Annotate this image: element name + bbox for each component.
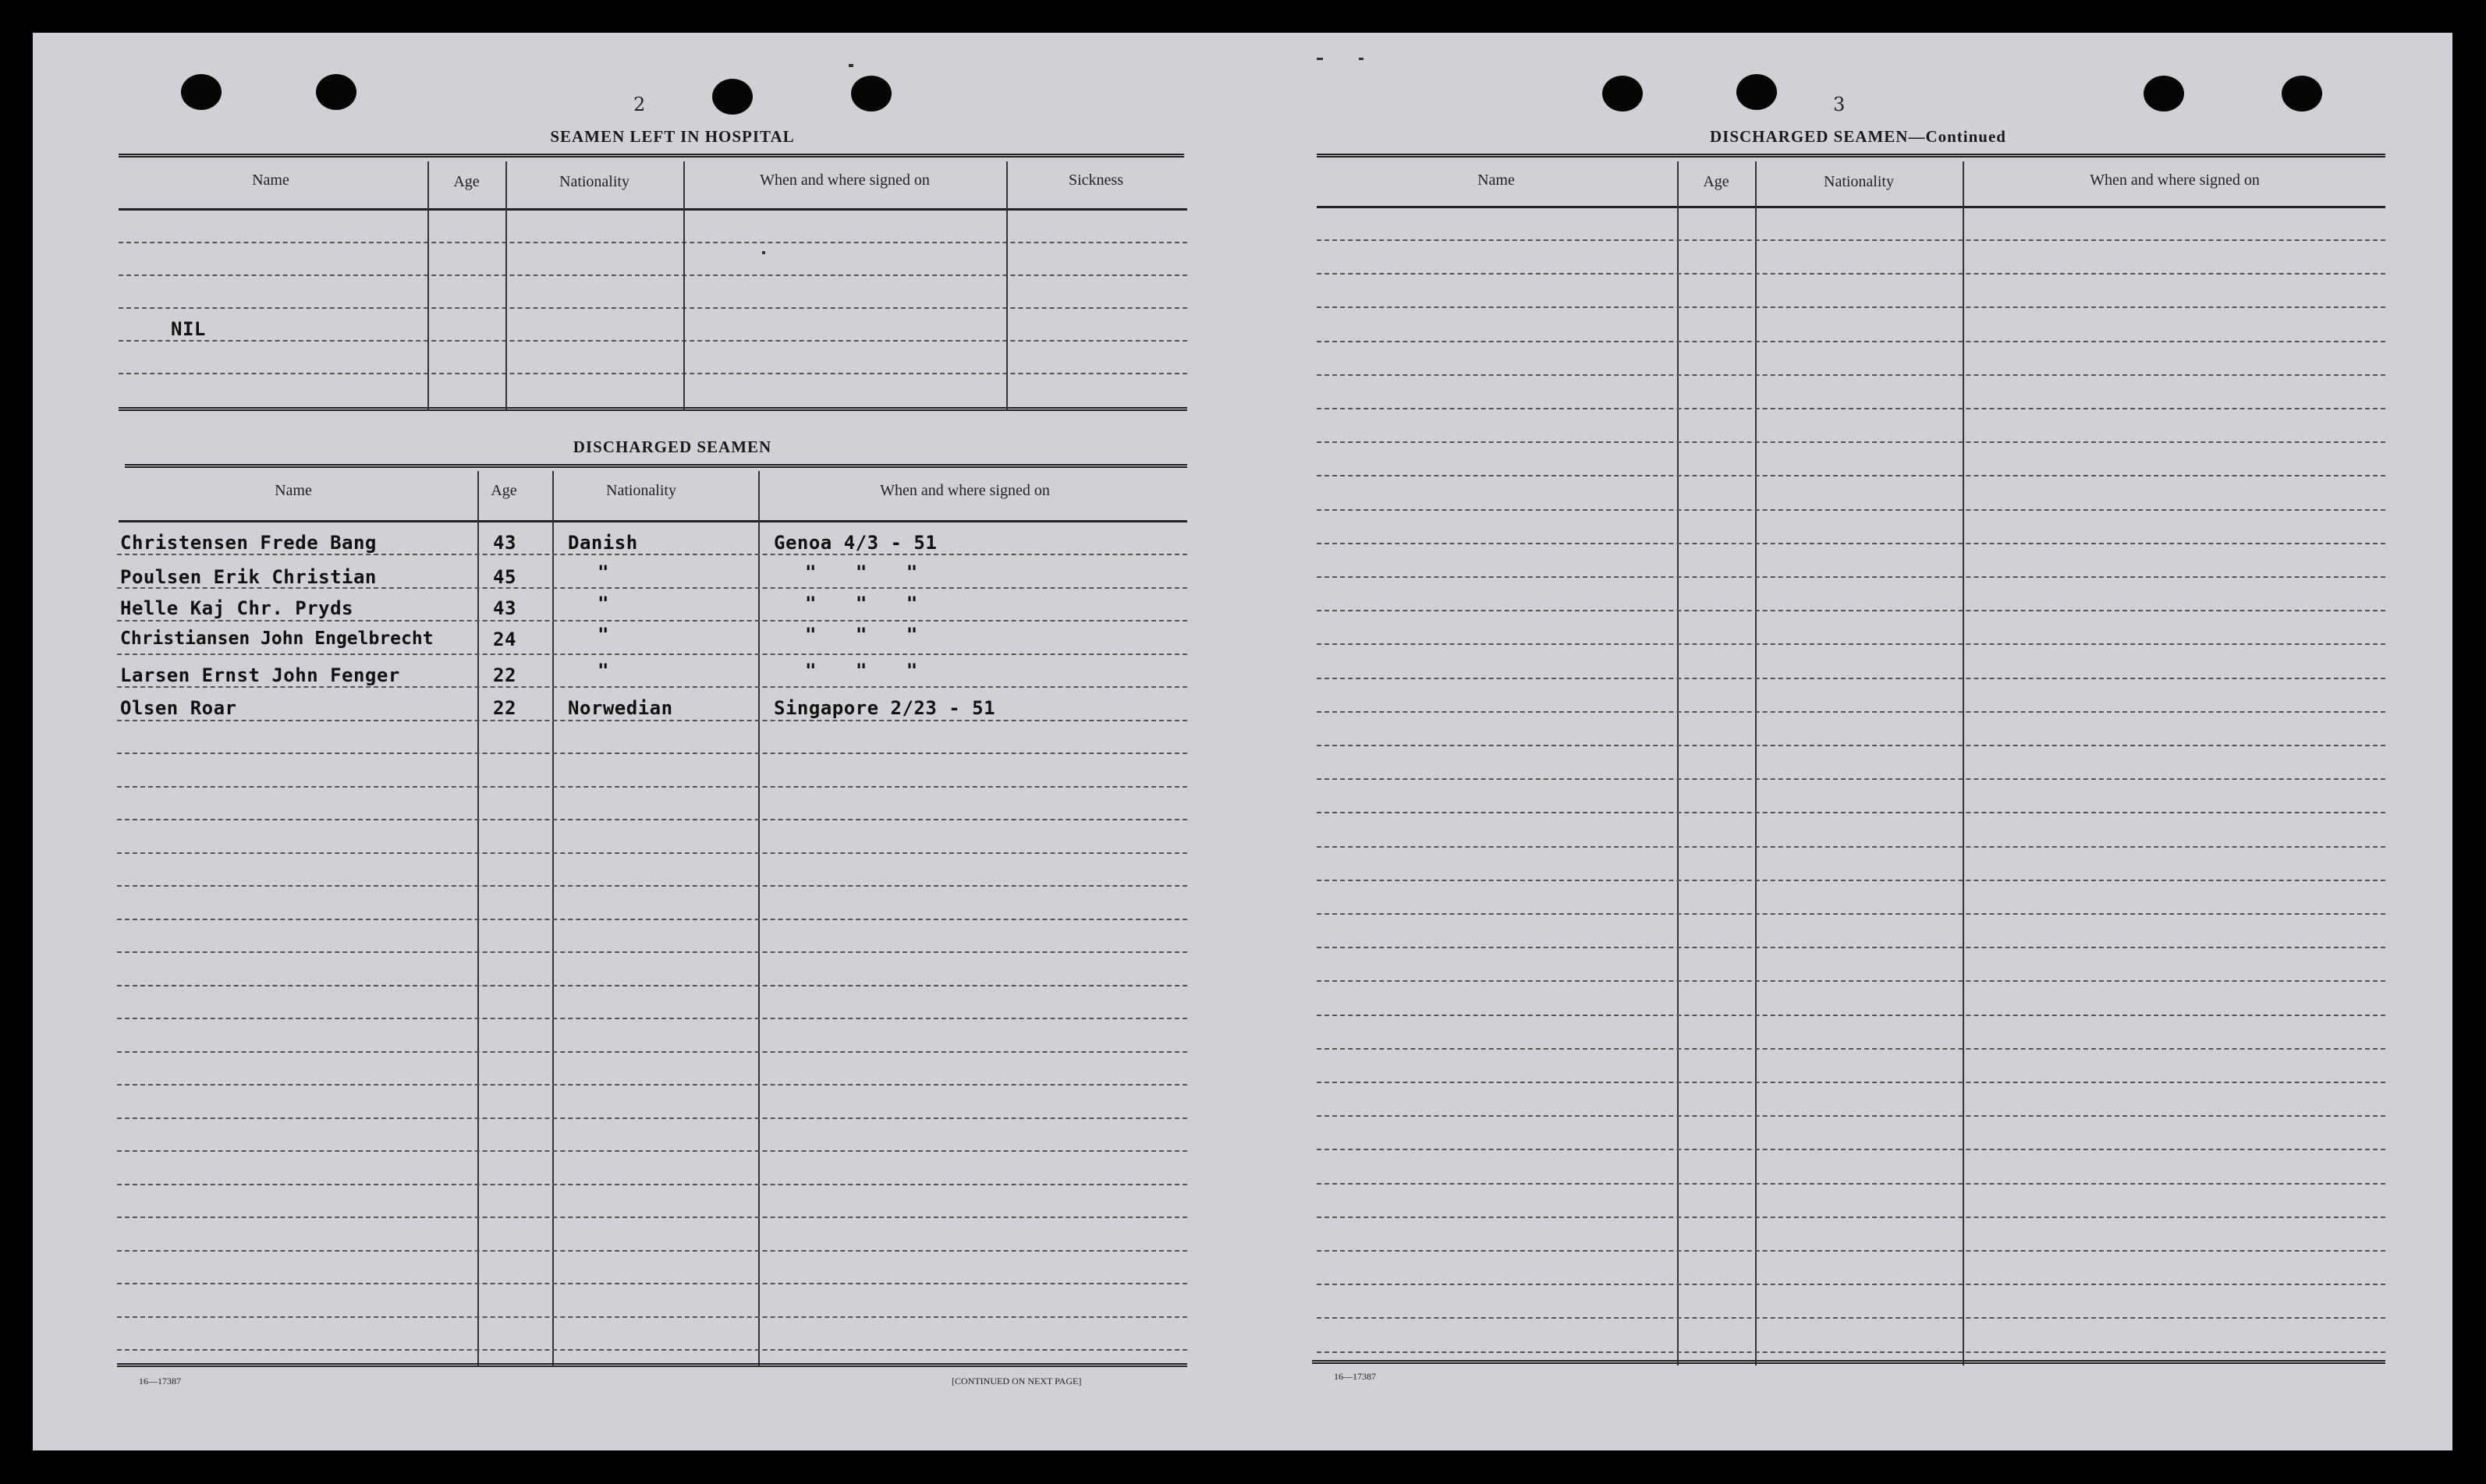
ditto-mark: " [598,660,609,682]
dashed-row-line [1317,1082,2385,1083]
dashed-row-line [1317,947,2385,948]
seaman-name: Poulsen Erik Christian [120,566,377,588]
dashed-row-line [119,242,1187,243]
dashed-row-line [117,819,1187,820]
col-divider [505,161,507,409]
seaman-signed-on: Genoa 4/3 - 51 [774,532,938,554]
dashed-row-line [117,852,1187,854]
hospital-section-title: SEAMEN LEFT IN HOSPITAL [550,127,795,146]
col-header-age: Age [1703,173,1729,190]
dashed-row-line [117,1084,1187,1086]
discharged-continued-title: DISCHARGED SEAMEN—Continued [1710,127,2006,146]
seaman-name: Larsen Ernst John Fenger [120,664,400,686]
dashed-row-line [1317,1048,2385,1050]
col-header-sickness: Sickness [1069,172,1123,189]
ditto-marks: " " " [805,561,932,583]
col-header-name: Name [252,172,289,189]
dashed-row-line [1317,1015,2385,1016]
page-bottom-rule [1312,1360,2385,1364]
dashed-row-line [117,1051,1187,1053]
dashed-row-line [1317,341,2385,342]
seaman-age: 45 [493,566,516,588]
ditto-mark: " [598,561,609,583]
dashed-row-line [117,1217,1187,1218]
dashed-row-line [117,1184,1187,1185]
col-header-nationality: Nationality [1824,173,1894,190]
scan-speck [762,251,765,254]
ditto-mark: " [598,624,609,646]
form-number: 16—17387 [1334,1371,1376,1382]
col-divider [427,161,429,409]
dashed-row-line [1317,239,2385,241]
punch-hole [2144,76,2184,112]
seaman-age: 43 [493,597,516,619]
continued-note: [CONTINUED ON NEXT PAGE] [952,1376,1082,1387]
section-bottom-rule [119,407,1187,411]
dashed-row-line [1317,745,2385,746]
header-rule [119,208,1187,211]
dashed-row-line [119,340,1187,342]
col-header-nationality: Nationality [559,173,629,190]
dashed-row-line [1317,980,2385,982]
form-number: 16—17387 [139,1376,181,1387]
dashed-row-line [1317,643,2385,645]
dashed-row-line [117,1150,1187,1152]
punch-hole [1736,74,1777,110]
dashed-row-line [117,951,1187,953]
dashed-row-line [1317,1149,2385,1150]
punch-hole [712,79,753,115]
dashed-row-line [1317,1250,2385,1252]
dashed-row-line [119,307,1187,309]
col-header-name: Name [275,482,312,499]
ditto-marks: " " " [805,660,932,682]
discharged-section-title: DISCHARGED SEAMEN [573,437,772,456]
dashed-row-line [117,1018,1187,1019]
header-rule [119,520,1187,522]
dashed-row-line [117,686,1187,688]
dashed-row-line [1317,1183,2385,1185]
dashed-row-line [1317,913,2385,915]
rule [1317,154,2385,158]
punch-hole [2282,76,2322,112]
seaman-name: Christiansen John Engelbrecht [120,629,434,649]
dashed-row-line [1317,1115,2385,1117]
dashed-row-line [119,274,1187,276]
dashed-row-line [117,1117,1187,1119]
scan-speck [1317,58,1323,60]
scanned-form-sheet [33,33,2452,1450]
rule [125,464,1187,468]
dashed-row-line [117,554,1187,555]
dashed-row-line [1317,509,2385,511]
scan-speck [1359,58,1364,60]
dashed-row-line [117,885,1187,887]
seaman-nationality: Norwedian [568,697,673,719]
dashed-row-line [1317,812,2385,813]
seaman-name: Christensen Frede Bang [120,532,377,554]
dashed-row-line [117,1349,1187,1351]
dashed-row-line [117,1316,1187,1318]
dashed-row-line [117,1250,1187,1252]
ditto-marks: " " " [805,593,932,614]
col-header-age: Age [491,482,517,499]
dashed-row-line [1317,711,2385,713]
seaman-age: 24 [493,629,516,650]
col-header-signed-on: When and where signed on [760,172,930,189]
col-divider [683,161,685,409]
punch-hole [316,74,356,110]
dashed-row-line [117,786,1187,788]
col-header-nationality: Nationality [606,482,676,499]
dashed-row-line [1317,475,2385,476]
punch-hole [181,74,222,110]
ditto-marks: " " " [805,624,932,646]
dashed-row-line [1317,306,2385,308]
page-number-right: 3 [1833,94,1846,115]
dashed-row-line [1317,441,2385,443]
dashed-row-line [117,1283,1187,1284]
hospital-nil-entry: NIL [171,318,206,340]
dashed-row-line [117,620,1187,622]
header-rule [1317,206,2385,208]
dashed-row-line [117,720,1187,721]
page-number-left: 2 [633,94,646,115]
dashed-row-line [1317,846,2385,848]
dashed-row-line [1317,408,2385,409]
dashed-row-line [1317,880,2385,881]
punch-hole [1602,76,1643,112]
col-header-age: Age [453,173,480,190]
col-header-signed-on: When and where signed on [2090,172,2260,189]
dashed-row-line [117,985,1187,986]
dashed-row-line [1317,576,2385,578]
scan-speck [849,64,853,67]
dashed-row-line [1317,543,2385,544]
seaman-age: 22 [493,697,516,719]
punch-hole [851,76,892,112]
col-header-signed-on: When and where signed on [880,482,1050,499]
ditto-mark: " [598,593,609,614]
dashed-row-line [1317,678,2385,679]
seaman-name: Helle Kaj Chr. Pryds [120,597,353,619]
dashed-row-line [117,753,1187,754]
seaman-age: 43 [493,532,516,554]
dashed-row-line [1317,610,2385,611]
dashed-row-line [1317,1317,2385,1319]
col-divider [1006,161,1008,409]
dashed-row-line [117,653,1187,655]
col-header-name: Name [1477,172,1515,189]
dashed-row-line [119,373,1187,374]
rule [119,154,1184,158]
seaman-nationality: Danish [568,532,638,554]
dashed-row-line [1317,374,2385,376]
seaman-name: Olsen Roar [120,697,237,719]
dashed-row-line [1317,1217,2385,1218]
seaman-age: 22 [493,664,516,686]
dashed-row-line [1317,1284,2385,1285]
dashed-row-line [1317,778,2385,780]
dashed-row-line [117,919,1187,920]
seaman-signed-on: Singapore 2/23 - 51 [774,697,996,719]
page-bottom-rule [117,1363,1187,1367]
dashed-row-line [1317,273,2385,274]
dashed-row-line [1317,1351,2385,1353]
